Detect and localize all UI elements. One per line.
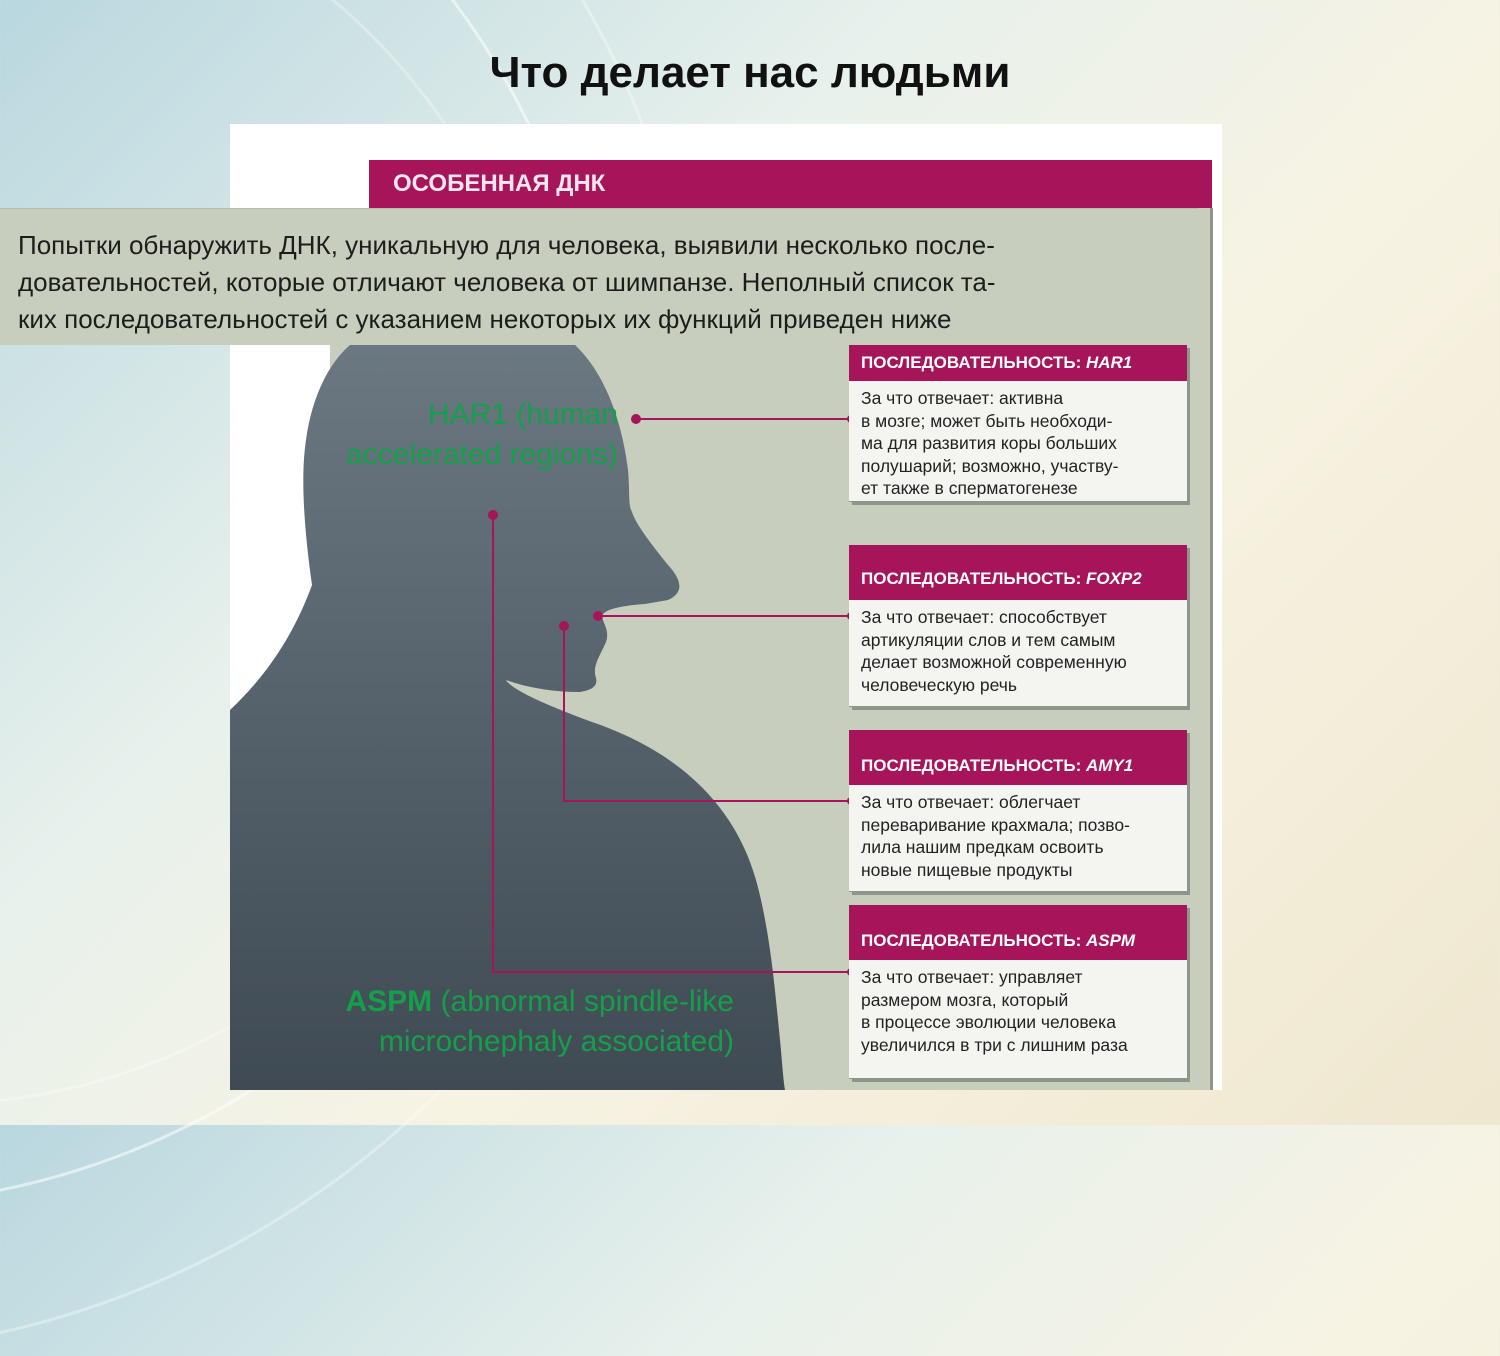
slide-title: Что делает нас людьми bbox=[489, 48, 1011, 97]
card-line: человеческую речь bbox=[861, 674, 1017, 695]
connector-dot bbox=[593, 611, 603, 621]
card-har1 bbox=[849, 345, 1187, 502]
aspm-label-name: ASPM bbox=[345, 985, 433, 1018]
card-header bbox=[849, 345, 1187, 381]
aspm-label-line: microchephaly associated) bbox=[378, 1025, 734, 1058]
card-body bbox=[849, 381, 1187, 508]
intro-line: довательностей, которые отличают человека от шимпанзе. Неполный список та- bbox=[18, 267, 996, 297]
card-header bbox=[849, 905, 1187, 960]
card-header-name: FOXP2 bbox=[1085, 569, 1142, 588]
intro-line: ких последовательностей с указанием некоторых их функций приведен ниже bbox=[18, 304, 952, 334]
card-header-name: AMY1 bbox=[1085, 756, 1134, 775]
card-line: лила нашим предкам освоить bbox=[861, 837, 1104, 857]
card-line: За что отвечает: управляет bbox=[861, 967, 1083, 987]
card-line: размером мозга, который bbox=[861, 989, 1069, 1010]
card-body bbox=[849, 785, 1187, 889]
card-amy1 bbox=[849, 730, 1187, 892]
card-line: новые пищевые продукты bbox=[861, 859, 1073, 880]
har1-label-line: HAR1 (human bbox=[427, 398, 618, 431]
card-foxp2 bbox=[849, 545, 1187, 707]
card-body bbox=[849, 960, 1187, 1064]
connector-aspm bbox=[493, 515, 851, 972]
card-header-prefix: ПОСЛЕДОВАТЕЛЬНОСТЬ: bbox=[861, 353, 1086, 372]
connector-amy1 bbox=[564, 626, 851, 801]
card-line: За что отвечает: активна bbox=[861, 388, 1064, 408]
card-header bbox=[849, 730, 1187, 785]
card-line: За что отвечает: способствует bbox=[861, 607, 1107, 627]
card-line: делает возможной современную bbox=[861, 652, 1127, 672]
card-line: За что отвечает: облегчает bbox=[861, 792, 1081, 812]
card-line: увеличился в три с лишним раза bbox=[861, 1034, 1128, 1055]
card-line: переваривание крахмала; позво- bbox=[861, 814, 1130, 835]
connector-dot bbox=[559, 621, 569, 631]
card-header bbox=[849, 545, 1187, 600]
section-header: ОСОБЕННАЯ ДНК bbox=[369, 160, 1212, 208]
card-header-prefix: ПОСЛЕДОВАТЕЛЬНОСТЬ: bbox=[861, 756, 1086, 775]
card-header-name: HAR1 bbox=[1085, 353, 1133, 372]
card-body bbox=[849, 600, 1187, 704]
card-line: в мозге; может быть необходи- bbox=[861, 410, 1113, 431]
card-line: ет также в сперматогенезе bbox=[861, 478, 1078, 498]
aspm-label bbox=[290, 982, 734, 1062]
connector-dot bbox=[631, 414, 641, 424]
card-aspm bbox=[849, 905, 1187, 1079]
card-line: артикуляции слов и тем самым bbox=[861, 629, 1116, 650]
intro-line: Попытки обнаружить ДНК, уникальную для человека, выявили несколько после- bbox=[18, 230, 995, 260]
card-header-prefix: ПОСЛЕДОВАТЕЛЬНОСТЬ: bbox=[861, 931, 1086, 950]
card-line: полушарий; возможно, участву- bbox=[861, 455, 1119, 476]
card-line: в процессе эволюции человека bbox=[861, 1012, 1116, 1032]
aspm-label-line bbox=[290, 982, 734, 1022]
card-header-prefix: ПОСЛЕДОВАТЕЛЬНОСТЬ: bbox=[861, 569, 1086, 588]
card-line: ма для развития коры больших bbox=[861, 433, 1117, 453]
connector-dot bbox=[488, 510, 498, 520]
har1-label-line: accelerated regions) bbox=[346, 438, 618, 471]
aspm-label-text: (abnormal spindle-like bbox=[432, 985, 734, 1018]
har1-label bbox=[300, 395, 618, 475]
card-header-name: ASPM bbox=[1085, 931, 1136, 950]
